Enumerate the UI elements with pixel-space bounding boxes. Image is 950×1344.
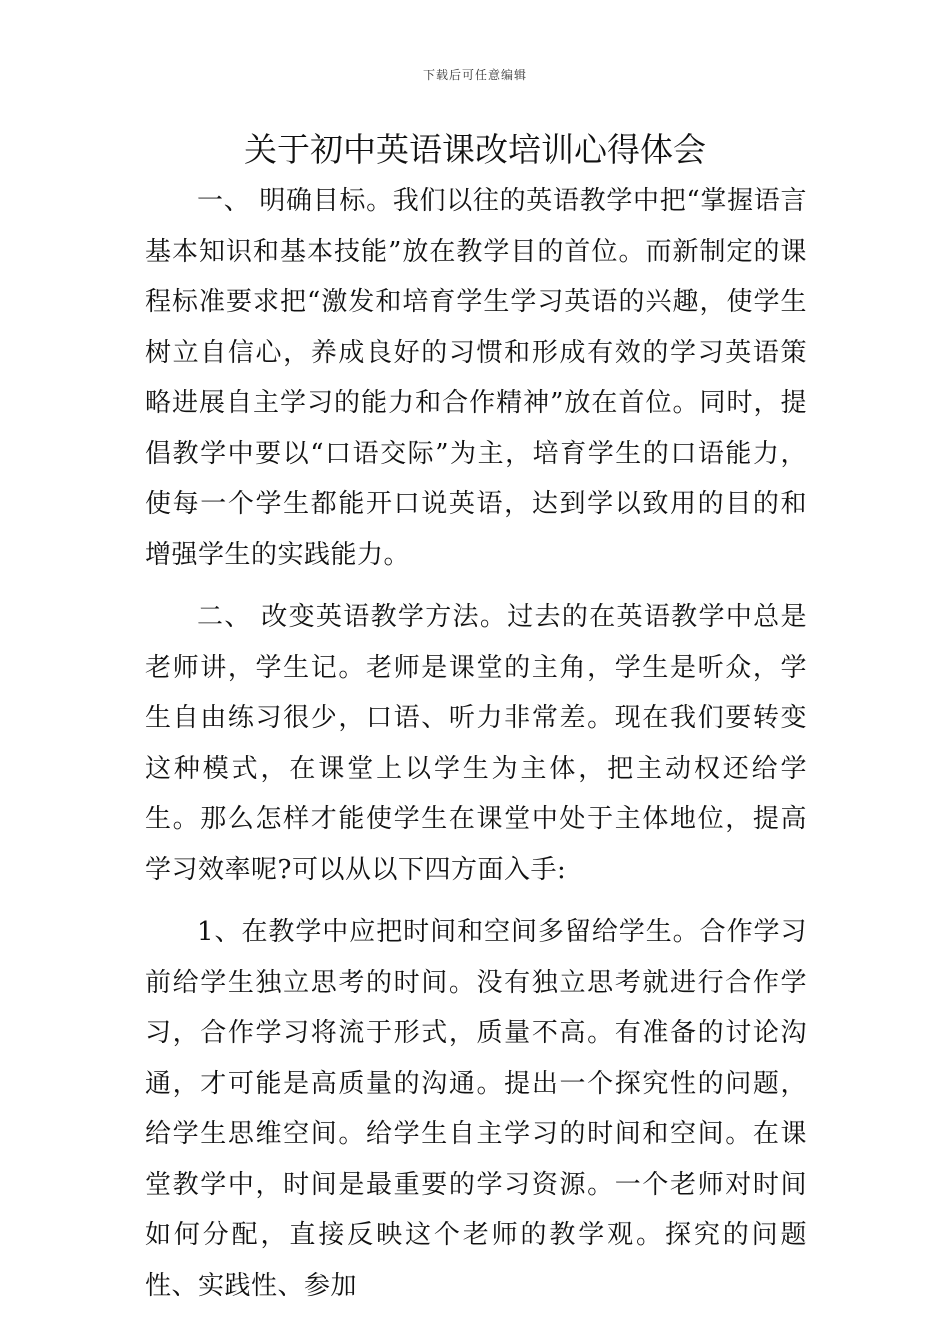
document-title: 关于初中英语课改培训心得体会: [244, 130, 706, 169]
paragraph-goals: 一、 明确目标。我们以往的英语教学中把“掌握语言基本知识和基本技能”放在教学目的首位。而新制定的课程标准要求把“激发和培育学生学习英语的兴趣，使学生树立自信心，养成良好的习惯和形成有效的学习英语策略进展自主学习的能力和合作精神”放在首位。同时，提倡教学中要以“口语交际”为主，培育学生的口语能力，使每一个学生都能开口说英语，达到学以致用的目的和增强学生的实践能力。: [145, 186, 807, 570]
paragraph-methods: 二、 改变英语教学方法。过去的在英语教学中总是老师讲，学生记。老师是课堂的主角，学生是听众，学生自由练习很少，口语、听力非常差。现在我们要转变这种模式，在课堂上以学生为主体，把主动权还给学生。那么怎样才能使学生在课堂中处于主体地位，提高学习效率呢?可以从以下四方面入手:: [145, 602, 807, 885]
document-body: [145, 176, 807, 1311]
paragraph-point-1: 1、在教学中应把时间和空间多留给学生。合作学习前给学生独立思考的时间。没有独立思考就进行合作学习，合作学习将流于形式，质量不高。有准备的讨论沟通，才可能是高质量的沟通。提出一个探究性的问题，给学生思维空间。给学生自主学习的时间和空间。在课堂教学中，时间是最重要的学习资源。一个老师对时间如何分配，直接反映这个老师的教学观。探究的问题性、实践性、参加: [145, 917, 807, 1301]
header-note: 下载后可任意编辑: [422, 68, 527, 82]
